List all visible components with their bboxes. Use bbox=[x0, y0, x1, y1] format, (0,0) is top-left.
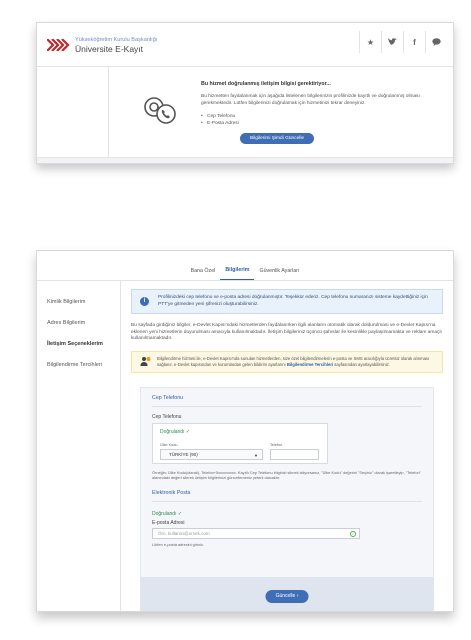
email-verified-status: Doğrulandı ✓ bbox=[152, 510, 183, 517]
phone-field-group bbox=[152, 423, 328, 464]
facebook-icon[interactable]: f bbox=[403, 31, 425, 53]
header bbox=[37, 23, 453, 67]
sidebar-item-adres[interactable]: Adres Bilgilerim bbox=[47, 320, 86, 326]
warning-text: Bilgilendirme hizmeti ile, e-Devlet Kapısı'nda sunulan hizmetlerden, size özel bilgilendirmelerin e-posta ve SMS aracılığıyla ücretsiz olarak alınması sağlanır. e-Devlet kapısından ve kurumlardan gelen bildirim ayarlarını bbox=[157, 356, 430, 367]
divider bbox=[152, 406, 422, 407]
info-alert bbox=[131, 289, 443, 314]
tab-bilgilerim[interactable]: Bilgilerim bbox=[220, 267, 254, 280]
privacy-paragraph: Bu sayfada girdiğiniz bilgiler, e-Devlet Kapısı'ndaki hizmetlerden faydalanırken ilgili alanların otomatik olarak doldurulması ve e-Devlet Kapısı'na eklenen yeni hizmetlerin duyurulması amacıyla kullanılmaktadır. İletişim bilgileriniz üçüncü şahıslar ile kesinlikle paylaşılmamakta ve reklam amaçlı kullanılmamaktadır. bbox=[131, 323, 442, 341]
phone-number-input[interactable] bbox=[270, 449, 319, 460]
list-item: • E-Posta Adresi bbox=[201, 120, 239, 126]
notice-title: Bu hizmet doğrulanmış iletişim bilgisi gerektiriyor... bbox=[201, 81, 331, 87]
email-note: Lütfen e-posta adresini giriniz. bbox=[152, 541, 204, 547]
country-code-label: Ülke Kodu bbox=[160, 442, 178, 447]
phone-hint: Örneğin; Ülke Kodu(olarak), Telefon+5xxxxxxxxx. Kayıtlı Cep Telefonu bilginizi silmek istiyorsanız, "Ülke Kodu" değerini "Seçiniz" olarak işaretleyip, "Telefon" alanındaki değeri silerek iletişim bilgilerinizi güncellemeniz yeterli olacaktır. bbox=[152, 469, 422, 480]
twitter-icon[interactable] bbox=[381, 31, 403, 53]
chat-icon[interactable] bbox=[425, 31, 447, 53]
app-name: Üniversite E-Kayıt bbox=[75, 44, 144, 54]
notice-card bbox=[143, 81, 439, 128]
star-icon[interactable]: ★ bbox=[359, 31, 381, 53]
caret-down-icon: ▼ bbox=[254, 452, 258, 458]
phone-verified-status: Doğrulandı ✓ bbox=[160, 428, 191, 435]
social-bar bbox=[359, 31, 447, 53]
contact-at-phone-icon bbox=[143, 95, 177, 125]
preferences-link[interactable]: Bilgilendirme Tercihleri bbox=[286, 361, 334, 367]
update-info-now-button[interactable]: Bilgilerimi Şimdi Güncelle bbox=[240, 133, 314, 144]
list-item: • Cep Telefonu bbox=[201, 114, 236, 120]
footer-strip bbox=[37, 157, 453, 163]
contact-form bbox=[140, 387, 434, 613]
email-label: E-posta Adresi bbox=[152, 519, 185, 526]
contact-options-screenshot bbox=[36, 250, 454, 612]
update-button[interactable]: Güncelle › bbox=[266, 590, 309, 603]
sidebar bbox=[37, 281, 121, 612]
phone-label: Cep Telefonu bbox=[152, 413, 182, 420]
form-footer bbox=[141, 577, 433, 613]
sidebar-item-iletisim[interactable]: İletişim Seçeneklerim bbox=[47, 341, 103, 347]
warning-alert bbox=[131, 351, 443, 373]
warning-suffix: sayfasından ayarlayabilirsiniz. bbox=[334, 361, 390, 367]
info-alert-text: Profilinizdeki cep telefonu ve e-posta adresi doğrulanmıştır. Teşekkür ederiz. Cep telefonu numaranızı sisteme kaydettiğiniz için PTT'ye gitmeden yeni şifrenizi oluşturabilirsiniz. bbox=[158, 295, 428, 307]
phone-section-title: Cep Telefonu bbox=[152, 394, 184, 401]
country-code-select[interactable]: TÜRKİYE (90) ▼ bbox=[160, 449, 263, 460]
tab-guvenlik-ayarlari[interactable]: Güvenlik Ayarları bbox=[259, 268, 300, 274]
sidebar-item-kimlik[interactable]: Kimlik Bilgilerim bbox=[47, 299, 86, 305]
notice-paragraph: Bu hizmetten faydalanmak için aşağıda listelenen bilgilerinizin profilinizde kayıtlı ve doğrulanmış olması gerekmektedir. Lütfen bilgilerinizi doğrulamak için hizmetinizi tekrar deneyiniz. bbox=[201, 94, 420, 106]
sidebar-item-bilgilendirme[interactable]: Bilgilendirme Tercihleri bbox=[47, 362, 102, 368]
info-icon: i bbox=[140, 297, 149, 306]
org-name: Yükseköğretim Kurulu Başkanlığı bbox=[75, 37, 158, 43]
phone-number-label: Telefon bbox=[270, 442, 283, 447]
service-notice-screenshot bbox=[36, 22, 454, 164]
tab-bana-ozel[interactable]: Bana Özel bbox=[190, 268, 216, 274]
notification-person-icon bbox=[140, 356, 151, 367]
email-input[interactable]: Örn. kullanici@ornek.com ✓ bbox=[152, 528, 360, 539]
check-circle-icon: ✓ bbox=[351, 531, 355, 536]
divider bbox=[152, 501, 422, 502]
email-section-title: Elektronik Posta bbox=[152, 489, 191, 496]
yok-logo-icon bbox=[47, 39, 71, 51]
side-panel bbox=[37, 67, 109, 164]
top-tabs bbox=[37, 251, 453, 281]
